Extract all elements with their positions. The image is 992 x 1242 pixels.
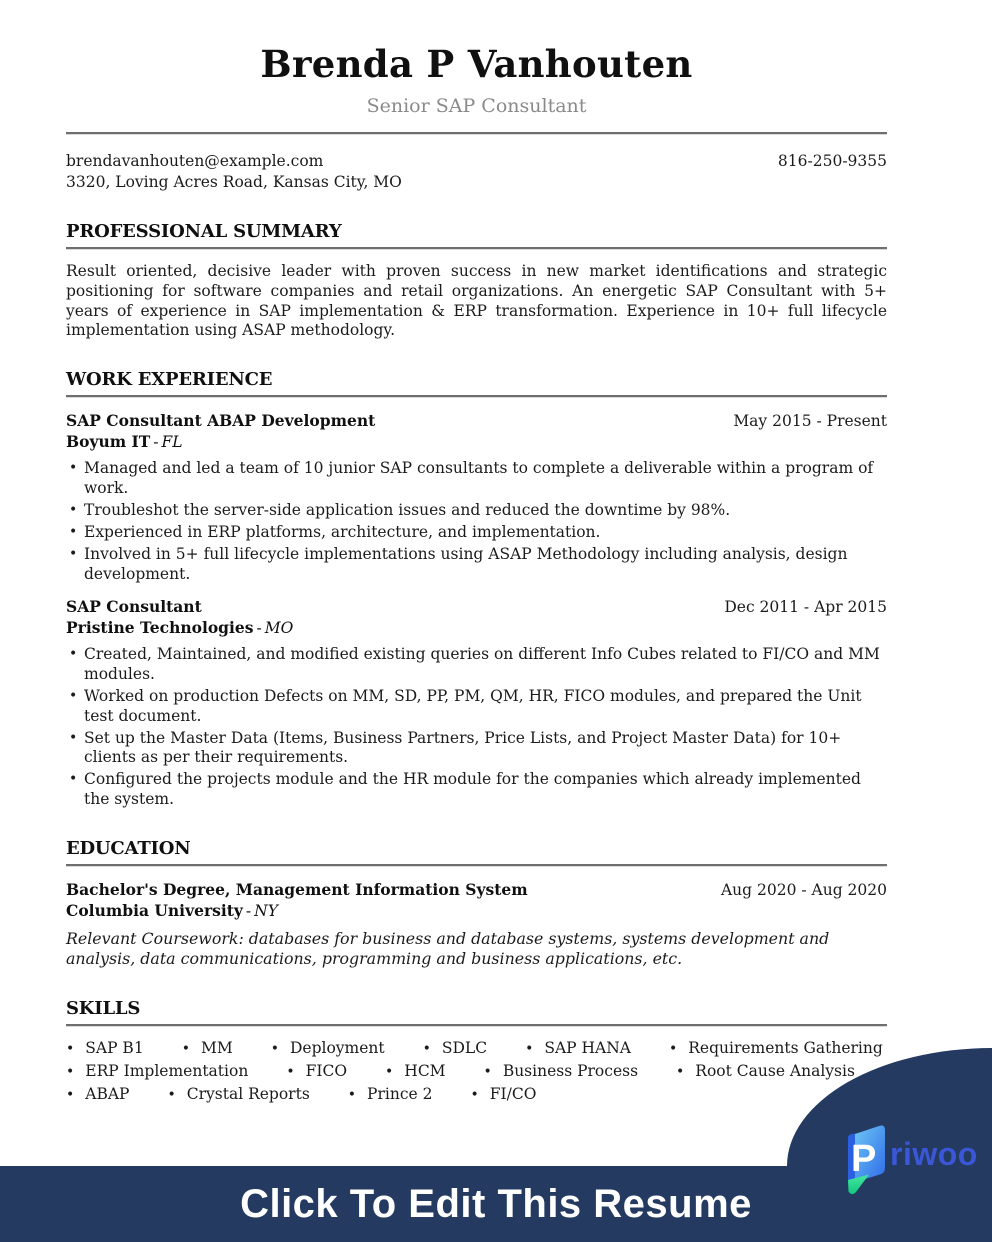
education-school-row	[66, 901, 887, 921]
skill-item: • SAP B1	[66, 1038, 144, 1060]
job-bullet: • Worked on production Defects on MM, SD, PP, PM, QM, HR, FICO modules, and prepared the Unit test document.	[66, 687, 887, 726]
skill-item: • SDLC	[423, 1038, 487, 1060]
skill-item: • Business Process	[484, 1061, 638, 1083]
job-company-row	[66, 432, 887, 452]
skill-item: • MM	[182, 1038, 233, 1060]
job-bullet: • Managed and led a team of 10 junior SAP consultants to complete a deliverable within a program of work.	[66, 459, 887, 498]
job-bullet-list	[66, 645, 887, 809]
school-location-dash: -	[245, 901, 252, 920]
education-heading: EDUCATION	[66, 837, 191, 859]
priwoo-logo[interactable]	[843, 1124, 978, 1198]
contact-email: brendavanhouten@example.com	[66, 152, 324, 170]
priwoo-logo-icon	[843, 1124, 889, 1198]
skill-item: • Root Cause Analysis	[676, 1061, 855, 1083]
skill-item: • SAP HANA	[525, 1038, 631, 1060]
job-bullet: • Troubleshot the server-side application issues and reduced the downtime by 98%.	[66, 501, 887, 521]
job-bullet: • Involved in 5+ full lifecycle implementations using ASAP Methodology including analysis, design development.	[66, 545, 887, 584]
priwoo-logo-letter: P	[851, 1138, 877, 1180]
job-title: SAP Consultant	[66, 597, 202, 617]
skill-item: • ABAP	[66, 1084, 129, 1106]
skill-item: • HCM	[385, 1061, 446, 1083]
header-divider	[66, 132, 887, 135]
job-header-row	[66, 411, 887, 431]
contact-address: 3320, Loving Acres Road, Kansas City, MO	[66, 173, 402, 191]
section-divider	[66, 1024, 887, 1027]
skill-item: • Requirements Gathering	[669, 1038, 883, 1060]
work-experience-heading: WORK EXPERIENCE	[66, 369, 273, 391]
job-dates: Dec 2011 - Apr 2015	[724, 598, 887, 617]
job-company: Boyum IT	[66, 432, 151, 452]
section-divider	[66, 395, 887, 398]
education-header-row	[66, 880, 887, 900]
section-divider	[66, 247, 887, 250]
job-location: MO	[264, 619, 294, 638]
professional-summary-text: Result oriented, decisive leader with proven success in new market identifications and strategic positioning for software companies and retail organizations. An energetic SAP Consultant with 5+ years of experience in SAP implementation & ERP transformation. Experience in 10+ full lifecycle implementation using ASAP methodology.	[66, 262, 887, 340]
contact-phone: 816-250-9355	[777, 152, 887, 170]
skill-item: • FICO	[286, 1061, 347, 1083]
job-bullet: • Created, Maintained, and modified existing queries on different Info Cubes related to FI/CO and MM modules.	[66, 645, 887, 684]
skills-heading: SKILLS	[66, 997, 141, 1019]
job-bullet-list	[66, 459, 887, 584]
company-location-dash: -	[256, 619, 262, 638]
education-coursework: Relevant Coursework: databases for business and database systems, systems development and analysis, data communications, programming and business applications, etc.	[66, 928, 830, 969]
job-dates: May 2015 - Present	[733, 412, 887, 431]
education-dates: Aug 2020 - Aug 2020	[720, 880, 887, 899]
skill-item: • ERP Implementation	[66, 1061, 248, 1083]
job-header-row	[66, 597, 887, 617]
job-entry	[66, 411, 887, 584]
education-school: Columbia University	[66, 900, 243, 920]
job-company-row	[66, 618, 887, 638]
skill-item: • Crystal Reports	[167, 1084, 309, 1106]
job-company: Pristine Technologies	[66, 618, 254, 638]
skill-item: • Deployment	[271, 1038, 385, 1060]
section-work-experience	[66, 369, 887, 809]
priwoo-logo-text: riwoo	[890, 1135, 978, 1172]
job-location: FL	[161, 433, 183, 452]
job-entry	[66, 597, 887, 809]
section-divider	[66, 864, 887, 867]
education-location: NY	[254, 901, 278, 920]
job-bullet: • Set up the Master Data (Items, Business Partners, Price Lists, and Project Master Data) for 10+ clients as per their requirements.	[66, 729, 887, 768]
skill-item: • Prince 2	[348, 1084, 433, 1106]
professional-summary-heading: PROFESSIONAL SUMMARY	[66, 221, 342, 242]
skill-item: • FI/CO	[470, 1084, 536, 1106]
section-education	[66, 838, 887, 970]
job-bullet: • Configured the projects module and the HR module for the companies which already implemented the system.	[66, 770, 887, 809]
education-entry	[66, 880, 887, 970]
edit-resume-banner-label: Click To Edit This Resume	[240, 1181, 752, 1226]
section-skills	[66, 998, 887, 1106]
candidate-job-title: Senior SAP Consultant	[366, 95, 587, 117]
education-degree: Bachelor's Degree, Management Information System	[66, 879, 528, 899]
company-location-dash: -	[153, 433, 159, 452]
contact-left	[66, 151, 402, 193]
skills-list	[66, 1038, 887, 1106]
candidate-name: Brenda P Vanhouten	[260, 42, 693, 86]
section-professional-summary	[66, 221, 887, 341]
contact-section	[66, 151, 887, 193]
job-title: SAP Consultant ABAP Development	[66, 411, 376, 431]
job-bullet: • Experienced in ERP platforms, architecture, and implementation.	[66, 523, 887, 543]
